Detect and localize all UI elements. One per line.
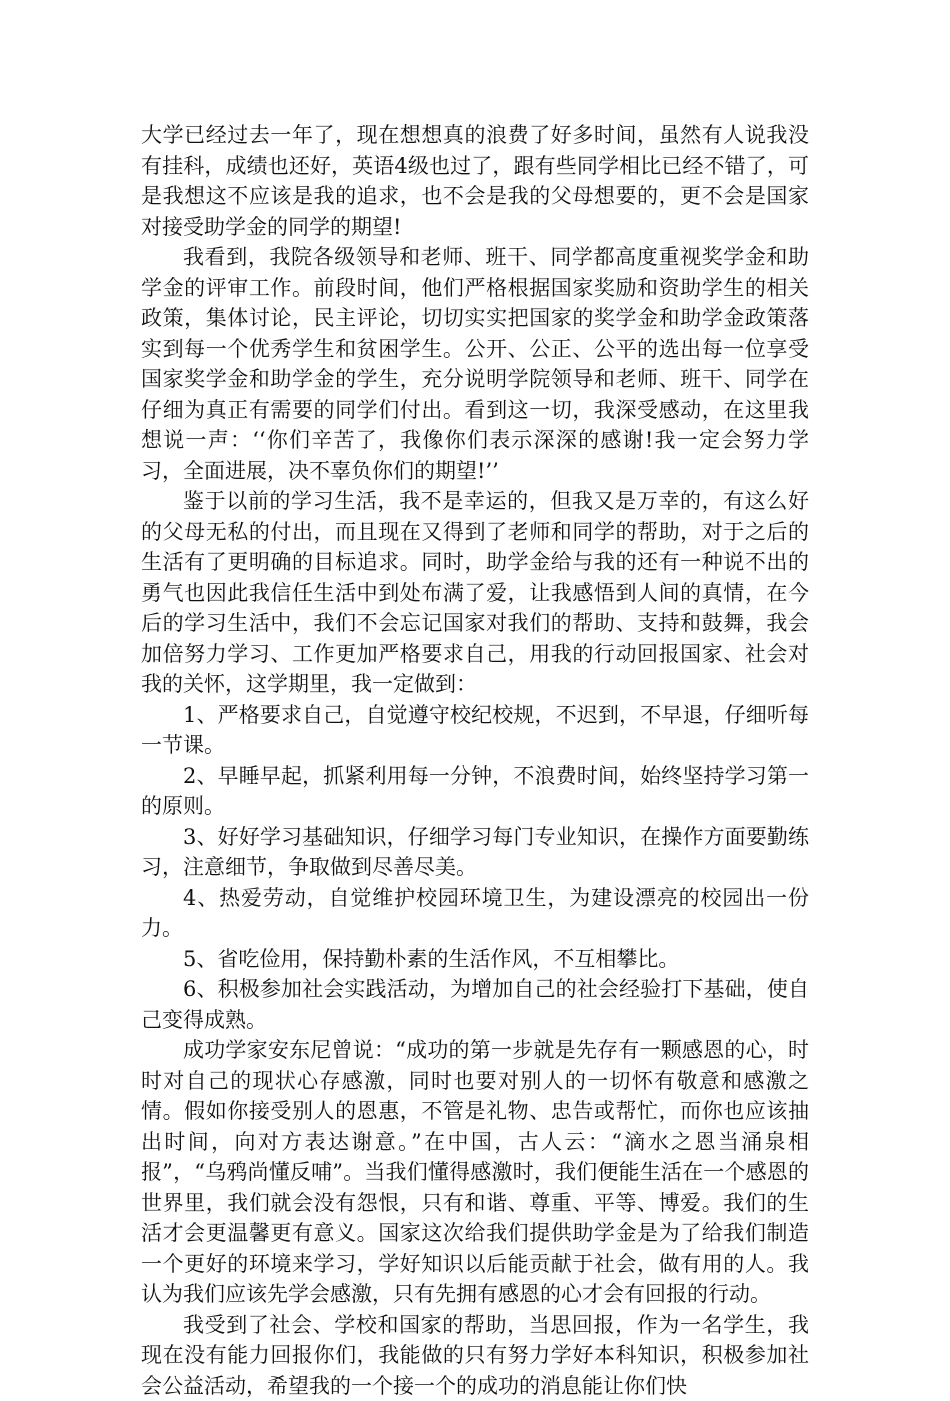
list-item: 2、早睡早起，抓紧利用每一分钟，不浪费时间，始终坚持学习第一的原则。 [141,761,809,822]
paragraph: 大学已经过去一年了，现在想想真的浪费了好多时间，虽然有人说我没有挂科，成绩也还好，英语4级也过了，跟有些同学相比已经不错了，可是我想这不应该是我的追求，也不会是我的父母想要的，更不会是国家对接受助学金的同学的期望! [141,120,809,242]
list-item: 5、省吃俭用，保持勤朴素的生活作风，不互相攀比。 [141,944,809,975]
list-item: 4、热爱劳动，自觉维护校园环境卫生，为建设漂亮的校园出一份力。 [141,883,809,944]
paragraph: 我受到了社会、学校和国家的帮助，当思回报，作为一名学生，我现在没有能力回报你们，我能做的只有努力学好本科知识，积极参加社会公益活动，希望我的一个接一个的成功的消息能让你们快 [141,1310,809,1401]
list-item: 1、严格要求自己，自觉遵守校纪校规，不迟到，不早退，仔细听每一节课。 [141,700,809,761]
list-item: 3、好好学习基础知识，仔细学习每门专业知识，在操作方面要勤练习，注意细节，争取做到尽善尽美。 [141,822,809,883]
paragraph: 我看到，我院各级领导和老师、班干、同学都高度重视奖学金和助学金的评审工作。前段时间，他们严格根据国家奖励和资助学生的相关政策，集体讨论，民主评论，切切实实把国家的奖学金和助学金政策落实到每一个优秀学生和贫困学生。公开、公正、公平的选出每一位享受国家奖学金和助学金的学生，充分说明学院领导和老师、班干、同学在仔细为真正有需要的同学们付出。看到这一切，我深受感动，在这里我想说一声：‘‘你们辛苦了，我像你们表示深深的感谢!我一定会努力学习，全面进展，决不辜负你们的期望!’’ [141,242,809,486]
list-item: 6、积极参加社会实践活动，为增加自己的社会经验打下基础，使自己变得成熟。 [141,974,809,1035]
document-body [141,120,809,1401]
paragraph: 鉴于以前的学习生活，我不是幸运的，但我又是万幸的，有这么好的父母无私的付出，而且现在又得到了老师和同学的帮助，对于之后的生活有了更明确的目标追求。同时，助学金给与我的还有一种说不出的勇气也因此我信任生活中到处布满了爱，让我感悟到人间的真情，在今后的学习生活中，我们不会忘记国家对我们的帮助、支持和鼓舞，我会加倍努力学习、工作更加严格要求自己，用我的行动回报国家、社会对我的关怀，这学期里，我一定做到： [141,486,809,700]
paragraph: 成功学家安东尼曾说：“成功的第一步就是先存有一颗感恩的心，时时对自己的现状心存感激，同时也要对别人的一切怀有敬意和感激之情。假如你接受别人的恩惠，不管是礼物、忠告或帮忙，而你也应该抽出时间，向对方表达谢意。”在中国，古人云：“滴水之恩当涌泉相报”，“乌鸦尚懂反哺”。当我们懂得感激时，我们便能生活在一个感恩的世界里，我们就会没有怨恨，只有和谐、尊重、平等、博爱。我们的生活才会更温馨更有意义。国家这次给我们提供助学金是为了给我们制造一个更好的环境来学习，学好知识以后能贡献于社会，做有用的人。我认为我们应该先学会感激，只有先拥有感恩的心才会有回报的行动。 [141,1035,809,1310]
